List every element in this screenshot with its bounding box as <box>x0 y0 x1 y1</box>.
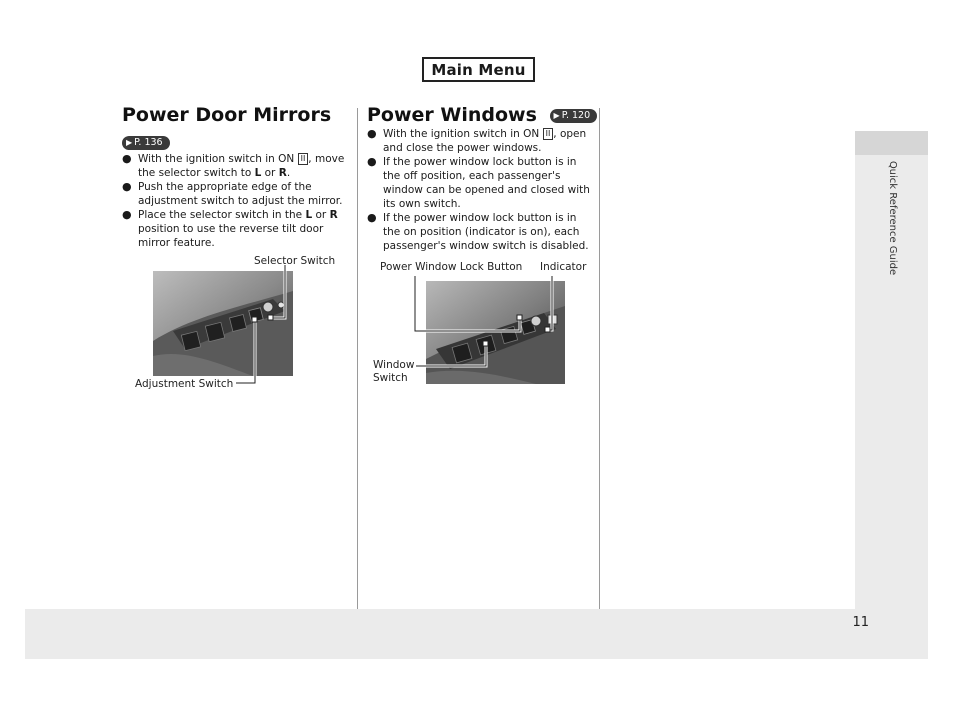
sidebar-label[interactable]: Quick Reference Guide <box>887 160 898 276</box>
windows-ref-label: P. 120 <box>561 110 591 121</box>
main-menu-button[interactable]: Main Menu <box>422 57 535 82</box>
list-item: ● Place the selector switch in the L or R position to use the reverse tilt door mirror feature. <box>122 208 350 250</box>
list-item: ● With the ignition switch in ON II , move the selector switch to L or R. <box>122 152 350 180</box>
callout-window-switch-1: Window <box>373 359 415 371</box>
callout-window-switch-2: Switch <box>373 372 408 384</box>
list-item: ● Push the appropriate edge of the adjustment switch to adjust the mirror. <box>122 180 350 208</box>
window-switch-photo <box>426 281 565 384</box>
ignition-key-label: II <box>543 128 554 140</box>
ignition-key-label: II <box>298 153 309 165</box>
mirrors-ref-link[interactable] <box>122 132 170 151</box>
mirrors-ref-label: P. 136 <box>134 137 163 148</box>
mirrors-bullets <box>122 152 350 250</box>
footer-band <box>25 609 928 659</box>
page-number: 11 <box>852 615 869 630</box>
callout-lock-button: Power Window Lock Button <box>380 261 523 273</box>
list-item: ● With the ignition switch in ON II , open and close the power windows. <box>367 127 593 155</box>
column-divider-1 <box>357 108 358 609</box>
arrow-right-icon: ▶ <box>553 111 560 120</box>
callout-indicator: Indicator <box>540 261 587 273</box>
list-item: ● If the power window lock button is in the on position (indicator is on), each passenger's window switch is disabled. <box>367 211 593 253</box>
callout-adjustment-switch: Adjustment Switch <box>135 378 234 390</box>
windows-ref-link[interactable] <box>550 109 598 123</box>
callout-selector-switch: Selector Switch <box>254 255 336 267</box>
sidebar-tab[interactable] <box>855 131 928 155</box>
windows-title: Power Windows ▶ P. 120 <box>367 104 597 126</box>
column-divider-2 <box>599 108 600 609</box>
arrow-right-icon: ▶ <box>126 138 133 147</box>
windows-bullets <box>367 127 593 253</box>
mirror-switch-photo <box>153 271 293 376</box>
mirrors-title: Power Door Mirrors <box>122 104 332 126</box>
list-item: ● If the power window lock button is in the off position, each passenger's window can be opened and closed with its own switch. <box>367 155 593 211</box>
